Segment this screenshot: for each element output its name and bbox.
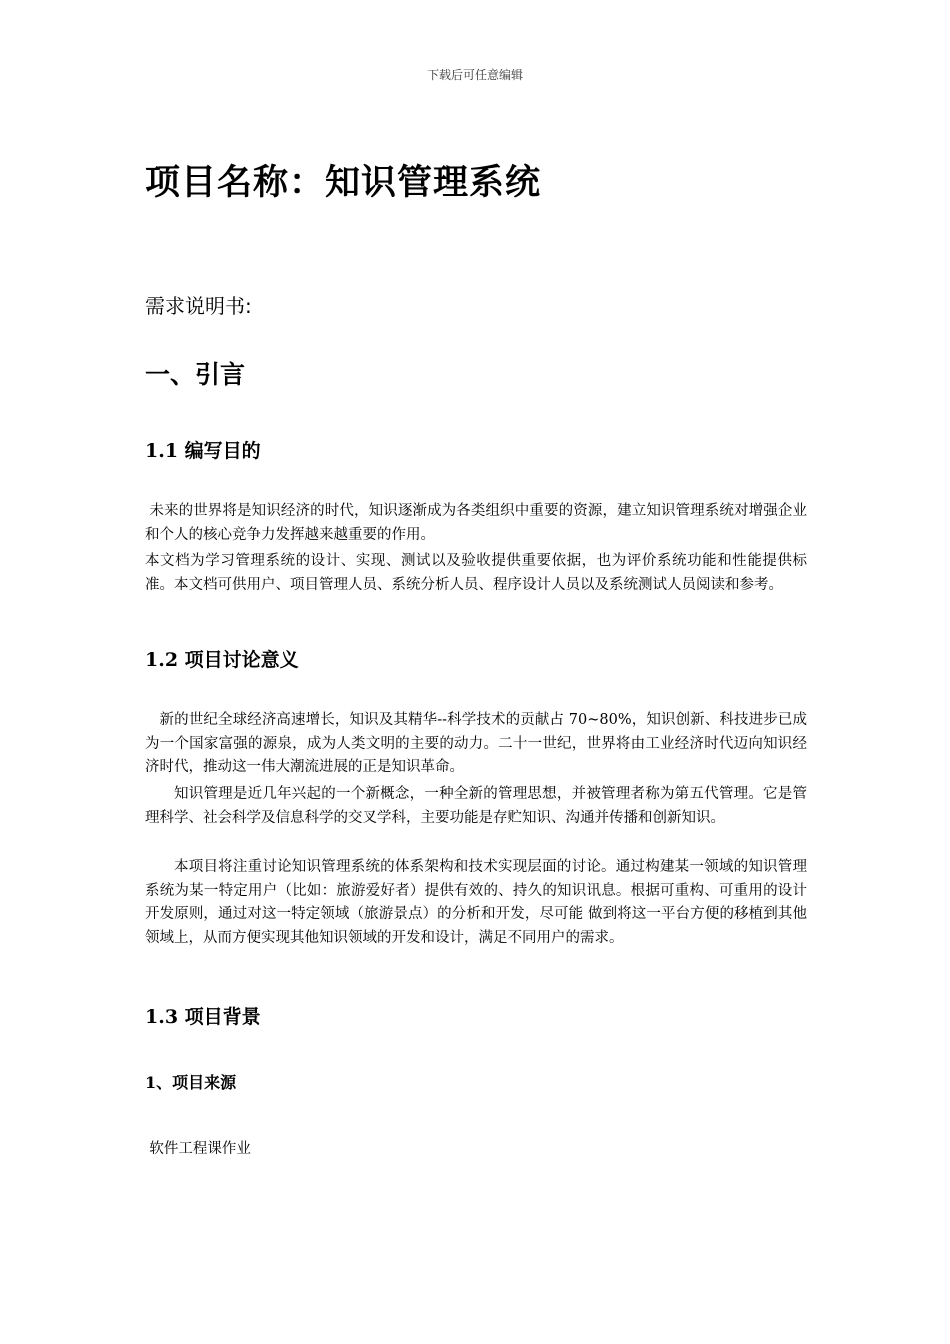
paragraph-1-1-a: 未来的世界将是知识经济的时代，知识逐渐成为各类组织中重要的资源，建立知识管理系统对增强企业和个人的核心竞争力发挥越来越重要的作用。 [145, 503, 807, 543]
paragraph-project-source: 软件工程课作业 [149, 1141, 251, 1157]
document-title: 项目名称：知识管理系统 [145, 163, 542, 203]
paragraph-1-1-b: 本文档为学习管理系统的设计、实现、测试以及验收提供重要依据，也为评价系统功能和性能提供标准。本文档可供用户、项目管理人员、系统分析人员、程序设计人员以及系统测试人员阅读和参考。 [145, 553, 807, 593]
heading-1-1: 1.1 编写目的 [145, 440, 261, 462]
paragraph-1-2-a: 新的世纪全球经济高速增长，知识及其精华--科学技术的贡献占 70~80%，知识创新、科技进步已成为一个国家富强的源泉，成为人类文明的主要的动力。二十一世纪，世界将由工业经济时代迈向知识经济时代，推动这一伟大潮流进展的正是知识革命。 [145, 712, 807, 775]
section-heading-introduction: 一、引言 [145, 360, 246, 389]
paragraph-1-2-c: 本项目将注重讨论知识管理系统的体系架构和技术实现层面的讨论。通过构建某一领域的知识管理系统为某一特定用户（比如：旅游爱好者）提供有效的、持久的知识讯息。根据可重构、可重用的设计开发原则，通过对这一特定领域（旅游景点）的分析和开发，尽可能 做到将这一平台方便的移植到其他领域上，从而方便实现其他知识领域的开发和设计，满足不同用户的需求。 [145, 859, 807, 946]
requirements-label: 需求说明书: [145, 294, 252, 318]
paragraph-1-2-b: 知识管理是近几年兴起的一个新概念，一种全新的管理思想，并被管理者称为第五代管理。它是管理科学、社会科学及信息科学的交叉学科，主要功能是存贮知识、沟通并传播和创新知识。 [145, 786, 807, 826]
heading-project-source: 1、项目来源 [145, 1073, 237, 1092]
header-note: 下载后可任意编辑 [426, 68, 523, 82]
heading-1-2: 1.2 项目讨论意义 [145, 649, 299, 671]
heading-1-3: 1.3 项目背景 [145, 1006, 261, 1028]
